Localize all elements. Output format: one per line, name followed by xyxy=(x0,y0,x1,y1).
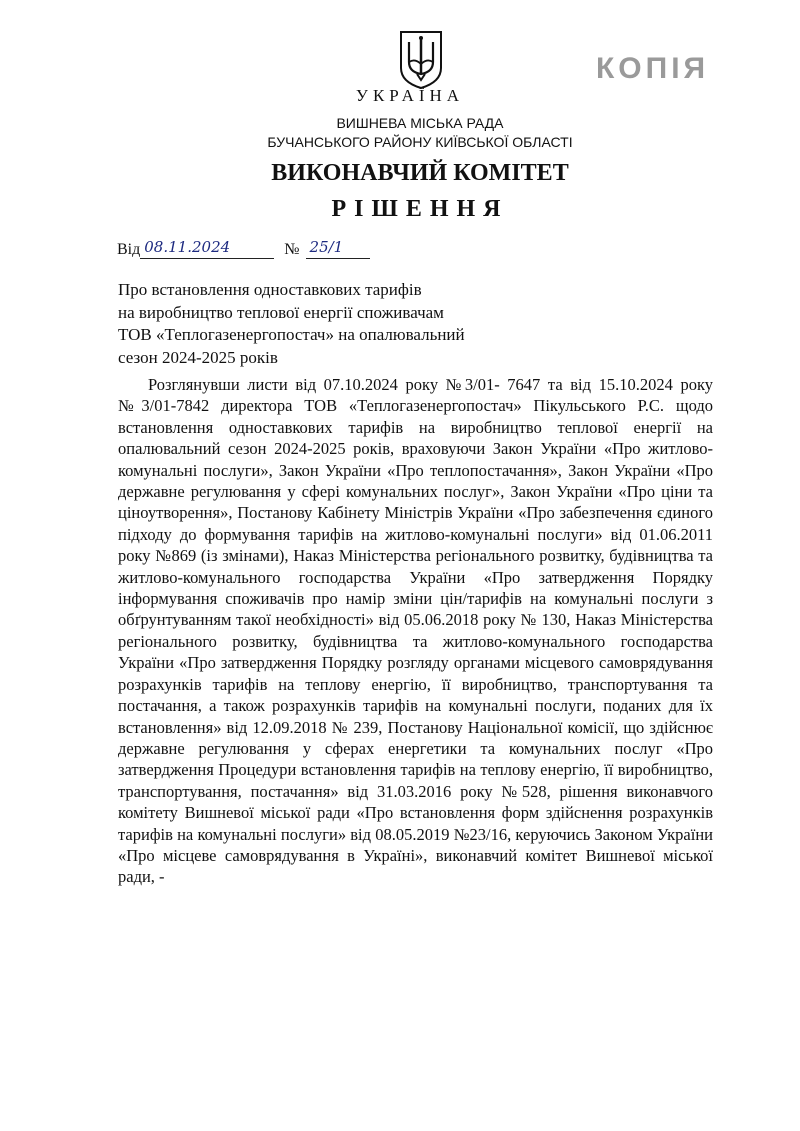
preamble-paragraph: Розглянувши листи від 07.10.2024 року №3/01- 7647 та від 15.10.2024 року №3/01-7842 директора ТОВ «Теплогазенергопостач» Пікульського Р.С. щодо встановлення одноставкових тарифів на виробництво теплової енергії на опалювальний сезон 2024-2025 років, враховуючи Закон України «Про житлово-комунальні послуги», Закон України «Про теплопостачання», Закон України «Про державне регулювання у сфері комунальних послуг», Закон України «Про ціни та ціноутворення», Постанову Кабінету Міністрів України «Про забезпечення єдиного підходу до формування тарифів на житлово-комунальні послуги» від 01.06.2011 року №869 (із змінами), Наказ Міністерства регіонального розвитку, будівництва та житлово-комунального господарства України «Про затвердження Порядку інформування споживачів про намір зміни цін/тарифів на комунальні послуги з обґрунтуванням такої необхідності» від 05.06.2018 року № 130, Наказ Міністерства регіонального розвитку, будівництва та житлово-комунального господарства України «Про затвердження Порядку розгляду органами місцевого самоврядування розрахунків тарифів на теплову енергію, її виробництво, транспортування та постачання, а також розрахунків тарифів на комунальні послуги, поданих для їх встановлення» від 12.09.2018 № 239, Постанову Національної комісії, що здійснює державне регулювання у сферах енергетики та комунальних послуг «Про затвердження Процедури встановлення тарифів на теплову енергію, її виробництво, транспортування, постачання» від 31.03.2016 року №528, рішення виконавчого комітету Вишневої міської ради «Про встановлення форм здійснення розрахунків тарифів на комунальні послуги» від 08.05.2019 №23/16, керуючись Законом України «Про місцеве самоврядування в Україні», виконавчий комітет Вишневої міської ради, - xyxy=(118,375,713,887)
decision-subject xyxy=(118,279,465,369)
document-type-title: РІШЕННЯ xyxy=(331,196,509,222)
preamble xyxy=(118,374,713,888)
council-name xyxy=(0,114,800,152)
copy-stamp: КОПІЯ xyxy=(596,52,710,85)
country-name: УКРАЇНА xyxy=(355,86,465,105)
committee-title: ВИКОНАВЧИЙ КОМІТЕТ xyxy=(271,160,569,186)
subject-line: сезон 2024-2025 років xyxy=(118,347,278,367)
number-label: № xyxy=(284,241,300,258)
number-field xyxy=(306,238,370,259)
date-field xyxy=(140,238,274,259)
subject-line: Про встановлення одноставкових тарифів xyxy=(118,280,422,299)
council-name-line: ВИШНЕВА МІСЬКА РАДА xyxy=(336,115,504,131)
date-label: Від xyxy=(117,241,141,258)
handwritten-date: 08.11.2024 xyxy=(144,238,231,256)
subject-line: на виробництво теплової енергії споживачам xyxy=(118,302,444,322)
handwritten-number: 25/1 xyxy=(309,238,344,256)
trident-coat-of-arms-icon xyxy=(397,28,445,90)
subject-line: ТОВ «Теплогазенергопостач» на опалювальний xyxy=(118,325,465,344)
council-district-line: БУЧАНСЬКОГО РАЙОНУ КИЇВСЬКОЇ ОБЛАСТІ xyxy=(267,134,573,150)
date-number-line xyxy=(117,238,370,259)
